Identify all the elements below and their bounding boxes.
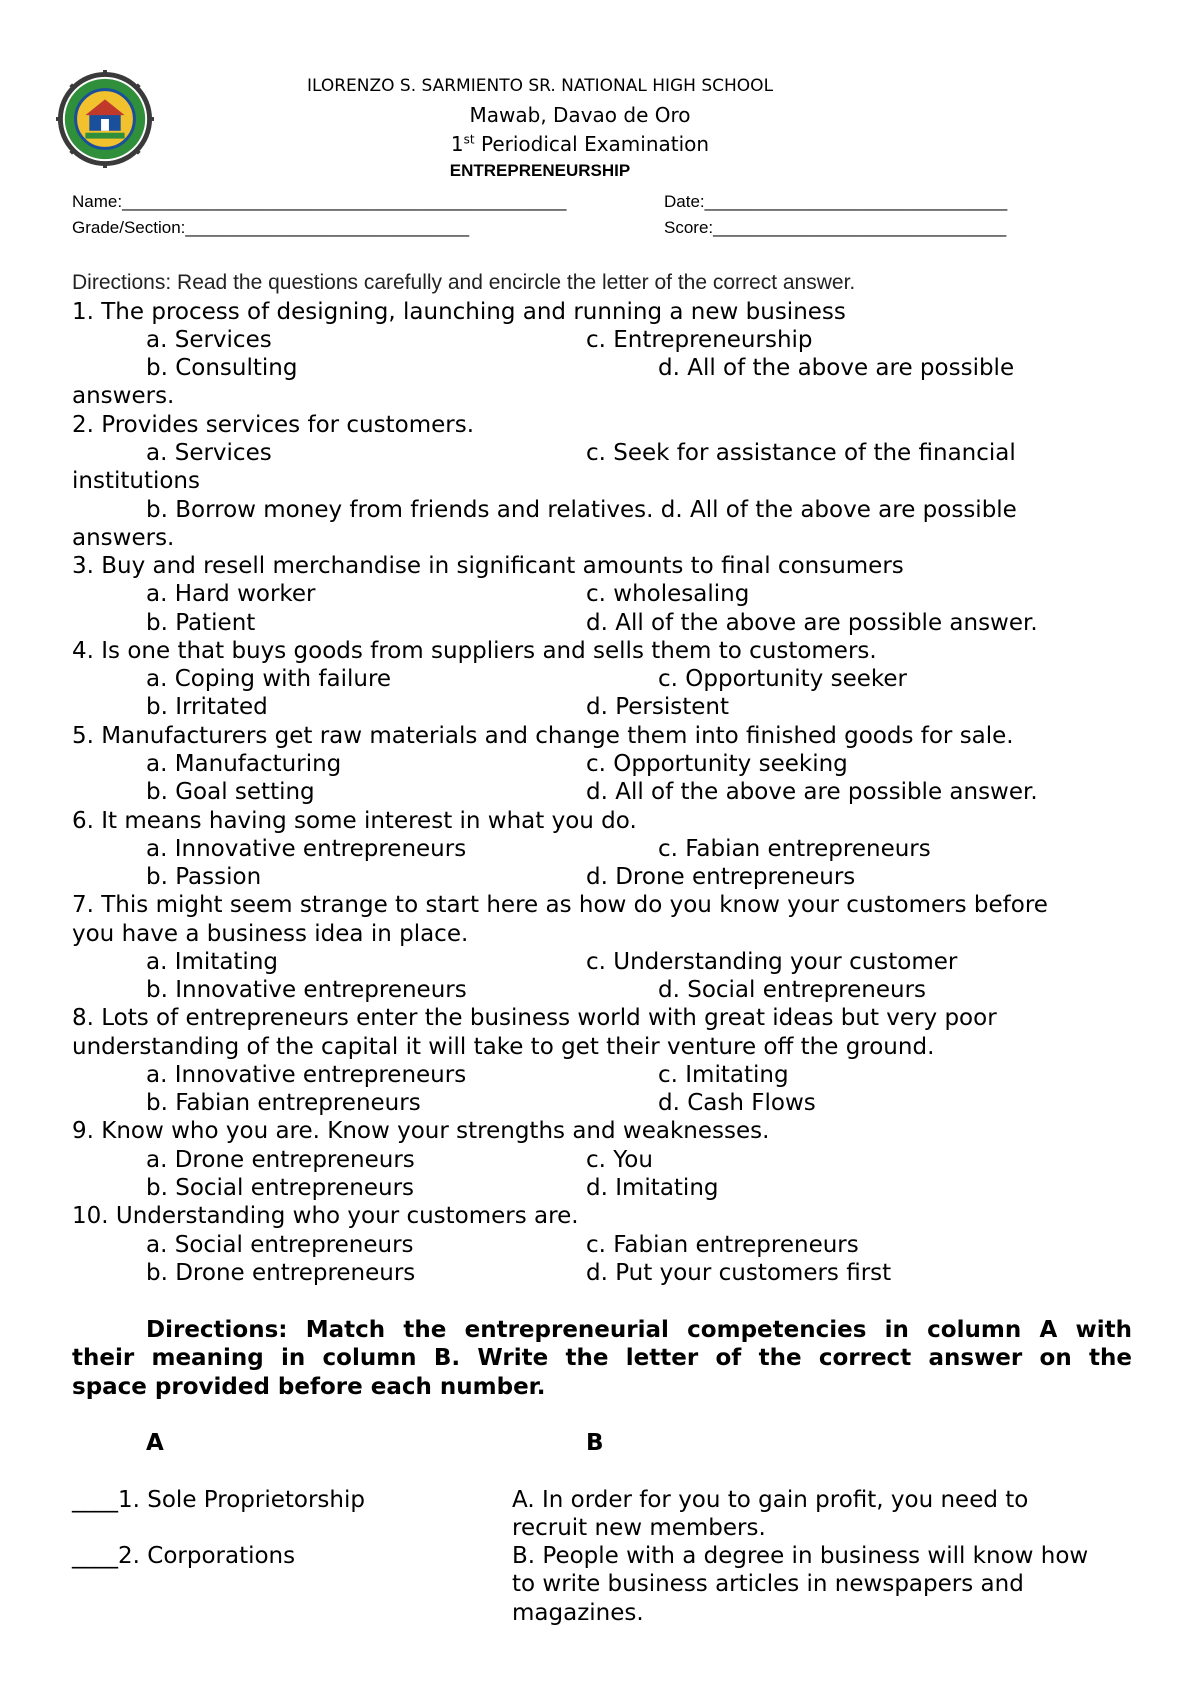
choice-1b[interactable]: b. Consulting: [146, 355, 298, 381]
choice-4a[interactable]: a. Coping with failure: [146, 666, 392, 692]
question-4: 4. Is one that buys goods from suppliers and sells them to customers.: [72, 638, 877, 664]
question-10: 10. Understanding who your customers are.: [72, 1203, 579, 1229]
match-item-2[interactable]: ____2. Corporations: [72, 1543, 296, 1569]
subject-title: ENTREPRENEURSHIP: [449, 161, 631, 180]
score-field[interactable]: Score:_______________________________: [664, 218, 1007, 237]
choice-7c[interactable]: c. Understanding your customer: [586, 949, 958, 975]
choice-2a[interactable]: a. Services: [146, 440, 272, 466]
column-b-header: B: [586, 1430, 604, 1456]
column-a-header: A: [146, 1430, 164, 1456]
choice-2d-cont: answers.: [72, 525, 175, 551]
choice-3b[interactable]: b. Patient: [146, 610, 256, 636]
question-2: 2. Provides services for customers.: [72, 412, 475, 438]
school-seal-logo: [56, 70, 154, 168]
exam-number: 1: [450, 132, 464, 156]
choice-9d[interactable]: d. Imitating: [586, 1175, 719, 1201]
exam-title: [300, 132, 860, 156]
choice-3d[interactable]: d. All of the above are possible answer.: [586, 610, 1038, 636]
choice-8a[interactable]: a. Innovative entrepreneurs: [146, 1062, 467, 1088]
choice-10b[interactable]: b. Drone entrepreneurs: [146, 1260, 416, 1286]
choice-8b[interactable]: b. Fabian entrepreneurs: [146, 1090, 421, 1116]
choice-7a[interactable]: a. Imitating: [146, 949, 278, 975]
choice-9b[interactable]: b. Social entrepreneurs: [146, 1175, 415, 1201]
question-9: 9. Know who you are. Know your strengths and weaknesses.: [72, 1118, 770, 1144]
choice-1a[interactable]: a. Services: [146, 327, 272, 353]
choice-10a[interactable]: a. Social entrepreneurs: [146, 1232, 414, 1258]
choice-4d[interactable]: d. Persistent: [586, 694, 729, 720]
exam-ordinal: st: [463, 132, 475, 147]
choice-2c[interactable]: c. Seek for assistance of the financial: [586, 440, 1016, 466]
choice-8d[interactable]: d. Cash Flows: [658, 1090, 816, 1116]
directions-matching-line1: Directions: Match the entrepreneurial competencies in column A with: [146, 1317, 1132, 1343]
choice-5d[interactable]: d. All of the above are possible answer.: [586, 779, 1038, 805]
exam-title-text: Periodical Examination: [474, 132, 710, 156]
school-name: ILORENZO S. SARMIENTO SR. NATIONAL HIGH SCHOOL: [306, 76, 774, 96]
name-field[interactable]: Name:_______________________________________________: [72, 192, 567, 211]
match-option-b-cont: to write business articles in newspapers and: [512, 1571, 1024, 1597]
question-5: 5. Manufacturers get raw materials and change them into finished goods for sale.: [72, 723, 1014, 749]
match-option-b-cont2: magazines.: [512, 1600, 644, 1626]
choice-2c-cont: institutions: [72, 468, 200, 494]
match-option-b: B. People with a degree in business will know how: [512, 1543, 1089, 1569]
date-field[interactable]: Date:________________________________: [664, 192, 1008, 211]
choice-8c[interactable]: c. Imitating: [658, 1062, 789, 1088]
choice-2b-2d[interactable]: b. Borrow money from friends and relatives. d. All of the above are possible: [146, 497, 1017, 523]
choice-6c[interactable]: c. Fabian entrepreneurs: [658, 836, 931, 862]
question-1: 1. The process of designing, launching and running a new business: [72, 299, 846, 325]
choice-3a[interactable]: a. Hard worker: [146, 581, 316, 607]
choice-1d[interactable]: d. All of the above are possible: [658, 355, 1015, 381]
choice-6b[interactable]: b. Passion: [146, 864, 262, 890]
choice-5a[interactable]: a. Manufacturing: [146, 751, 342, 777]
match-option-a-cont: recruit new members.: [512, 1515, 766, 1541]
choice-9a[interactable]: a. Drone entrepreneurs: [146, 1147, 415, 1173]
directions-matching-line2: their meaning in column B. Write the letter of the correct answer on the: [72, 1345, 1132, 1371]
choice-1c[interactable]: c. Entrepreneurship: [586, 327, 813, 353]
match-item-1[interactable]: ____1. Sole Proprietorship: [72, 1487, 365, 1513]
choice-4b[interactable]: b. Irritated: [146, 694, 268, 720]
question-8-cont: understanding of the capital it will take to get their venture off the ground.: [72, 1034, 935, 1060]
match-option-a: A. In order for you to gain profit, you need to: [512, 1487, 1029, 1513]
choice-9c[interactable]: c. You: [586, 1147, 653, 1173]
choice-5c[interactable]: c. Opportunity seeking: [586, 751, 848, 777]
choice-3c[interactable]: c. wholesaling: [586, 581, 750, 607]
choice-6a[interactable]: a. Innovative entrepreneurs: [146, 836, 467, 862]
question-8: 8. Lots of entrepreneurs enter the business world with great ideas but very poor: [72, 1005, 997, 1031]
choice-7d[interactable]: d. Social entrepreneurs: [658, 977, 927, 1003]
directions-multiple-choice: Directions: Read the questions carefully and encircle the letter of the correct answer.: [72, 271, 856, 294]
choice-1d-cont: answers.: [72, 383, 175, 409]
question-3: 3. Buy and resell merchandise in significant amounts to final consumers: [72, 553, 904, 579]
school-address: Mawab, Davao de Oro: [469, 103, 691, 127]
choice-10c[interactable]: c. Fabian entrepreneurs: [586, 1232, 859, 1258]
question-6: 6. It means having some interest in what you do.: [72, 808, 637, 834]
choice-10d[interactable]: d. Put your customers first: [586, 1260, 892, 1286]
choice-5b[interactable]: b. Goal setting: [146, 779, 315, 805]
choice-6d[interactable]: d. Drone entrepreneurs: [586, 864, 856, 890]
choice-4c[interactable]: c. Opportunity seeker: [658, 666, 907, 692]
choice-7b[interactable]: b. Innovative entrepreneurs: [146, 977, 467, 1003]
grade-section-field[interactable]: Grade/Section:______________________________: [72, 218, 470, 237]
directions-matching-line3: space provided before each number.: [72, 1374, 546, 1400]
question-7-cont: you have a business idea in place.: [72, 921, 469, 947]
question-7: 7. This might seem strange to start here as how do you know your customers before: [72, 892, 1048, 918]
